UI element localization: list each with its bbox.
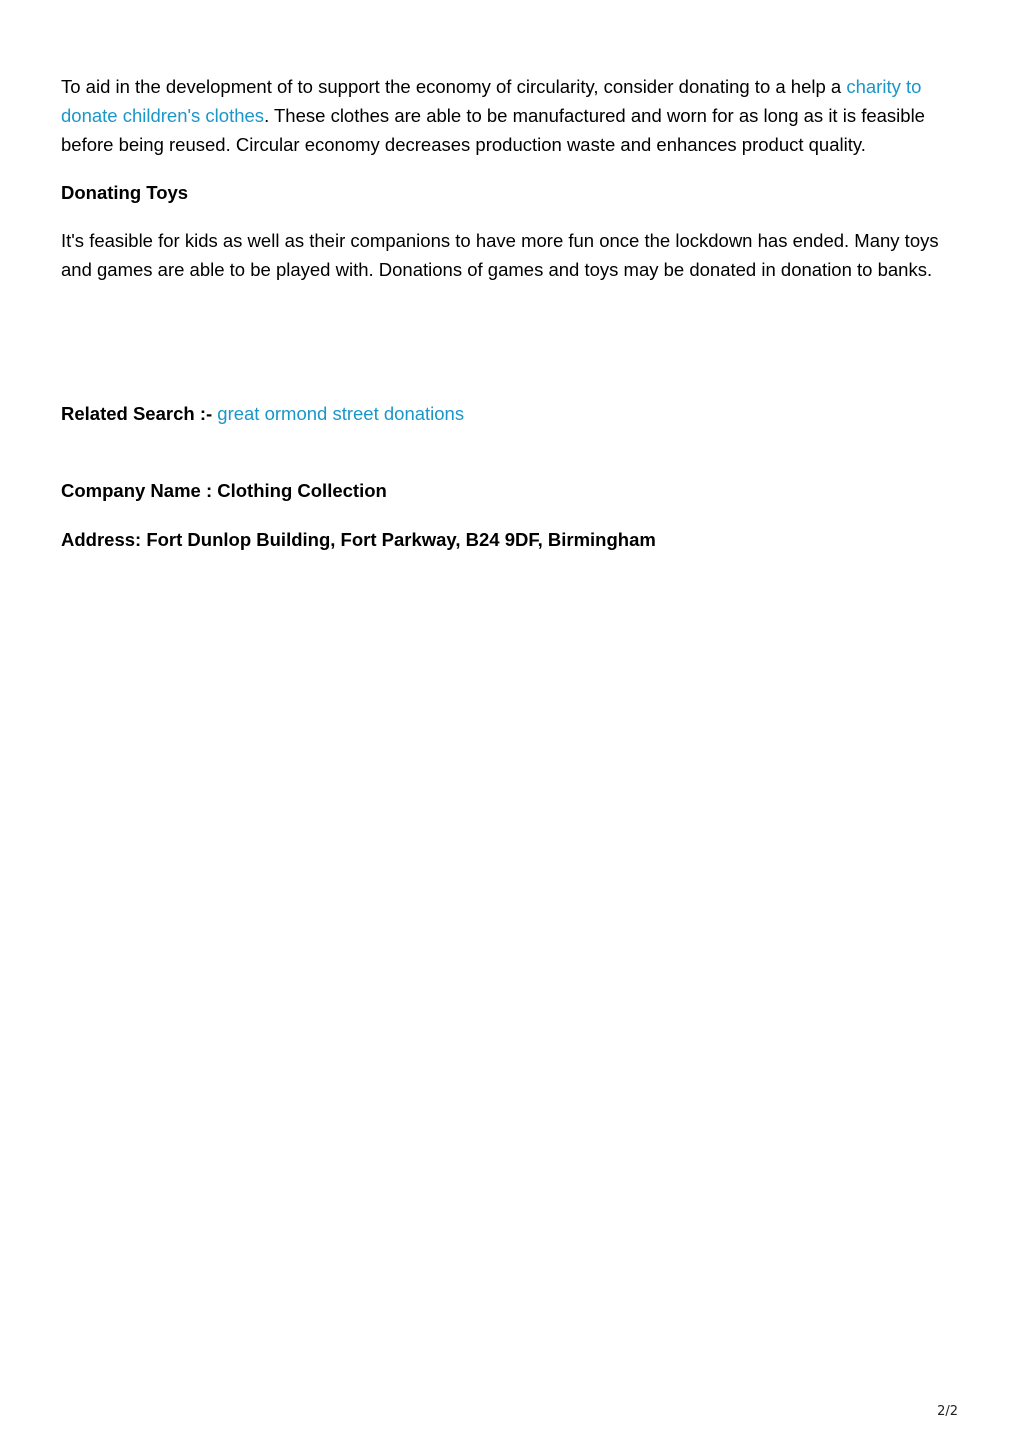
company-address: Address: Fort Dunlop Building, Fort Parkway, B24 9DF, Birmingham [61,529,656,550]
company-name: Company Name : Clothing Collection [61,480,387,501]
page-content [61,72,966,554]
toys-paragraph: It's feasible for kids as well as their companions to have more fun once the lockdown has ended. Many toys and games are able to be played with. Donations of games and toys may be donated in donation to banks. [61,230,939,280]
page-number: 2/2 [937,1404,958,1419]
intro-text-after-link: . These clothes are able to be manufactured and worn for as long as it is feasible before being reused. Circular economy decreases production waste and enhances product quality. [61,105,925,155]
donating-toys-heading: Donating Toys [61,182,189,203]
related-search-label: Related Search :- [61,403,218,424]
intro-paragraph [61,72,966,159]
charity-clothes-link[interactable]: charity to donate children's clothes [61,76,922,126]
related-search-line [61,399,966,428]
intro-text-before-link: To aid in the development of to support the economy of circularity, consider donating to a help a [61,76,847,97]
related-search-link[interactable]: great ormond street donations [217,403,465,424]
